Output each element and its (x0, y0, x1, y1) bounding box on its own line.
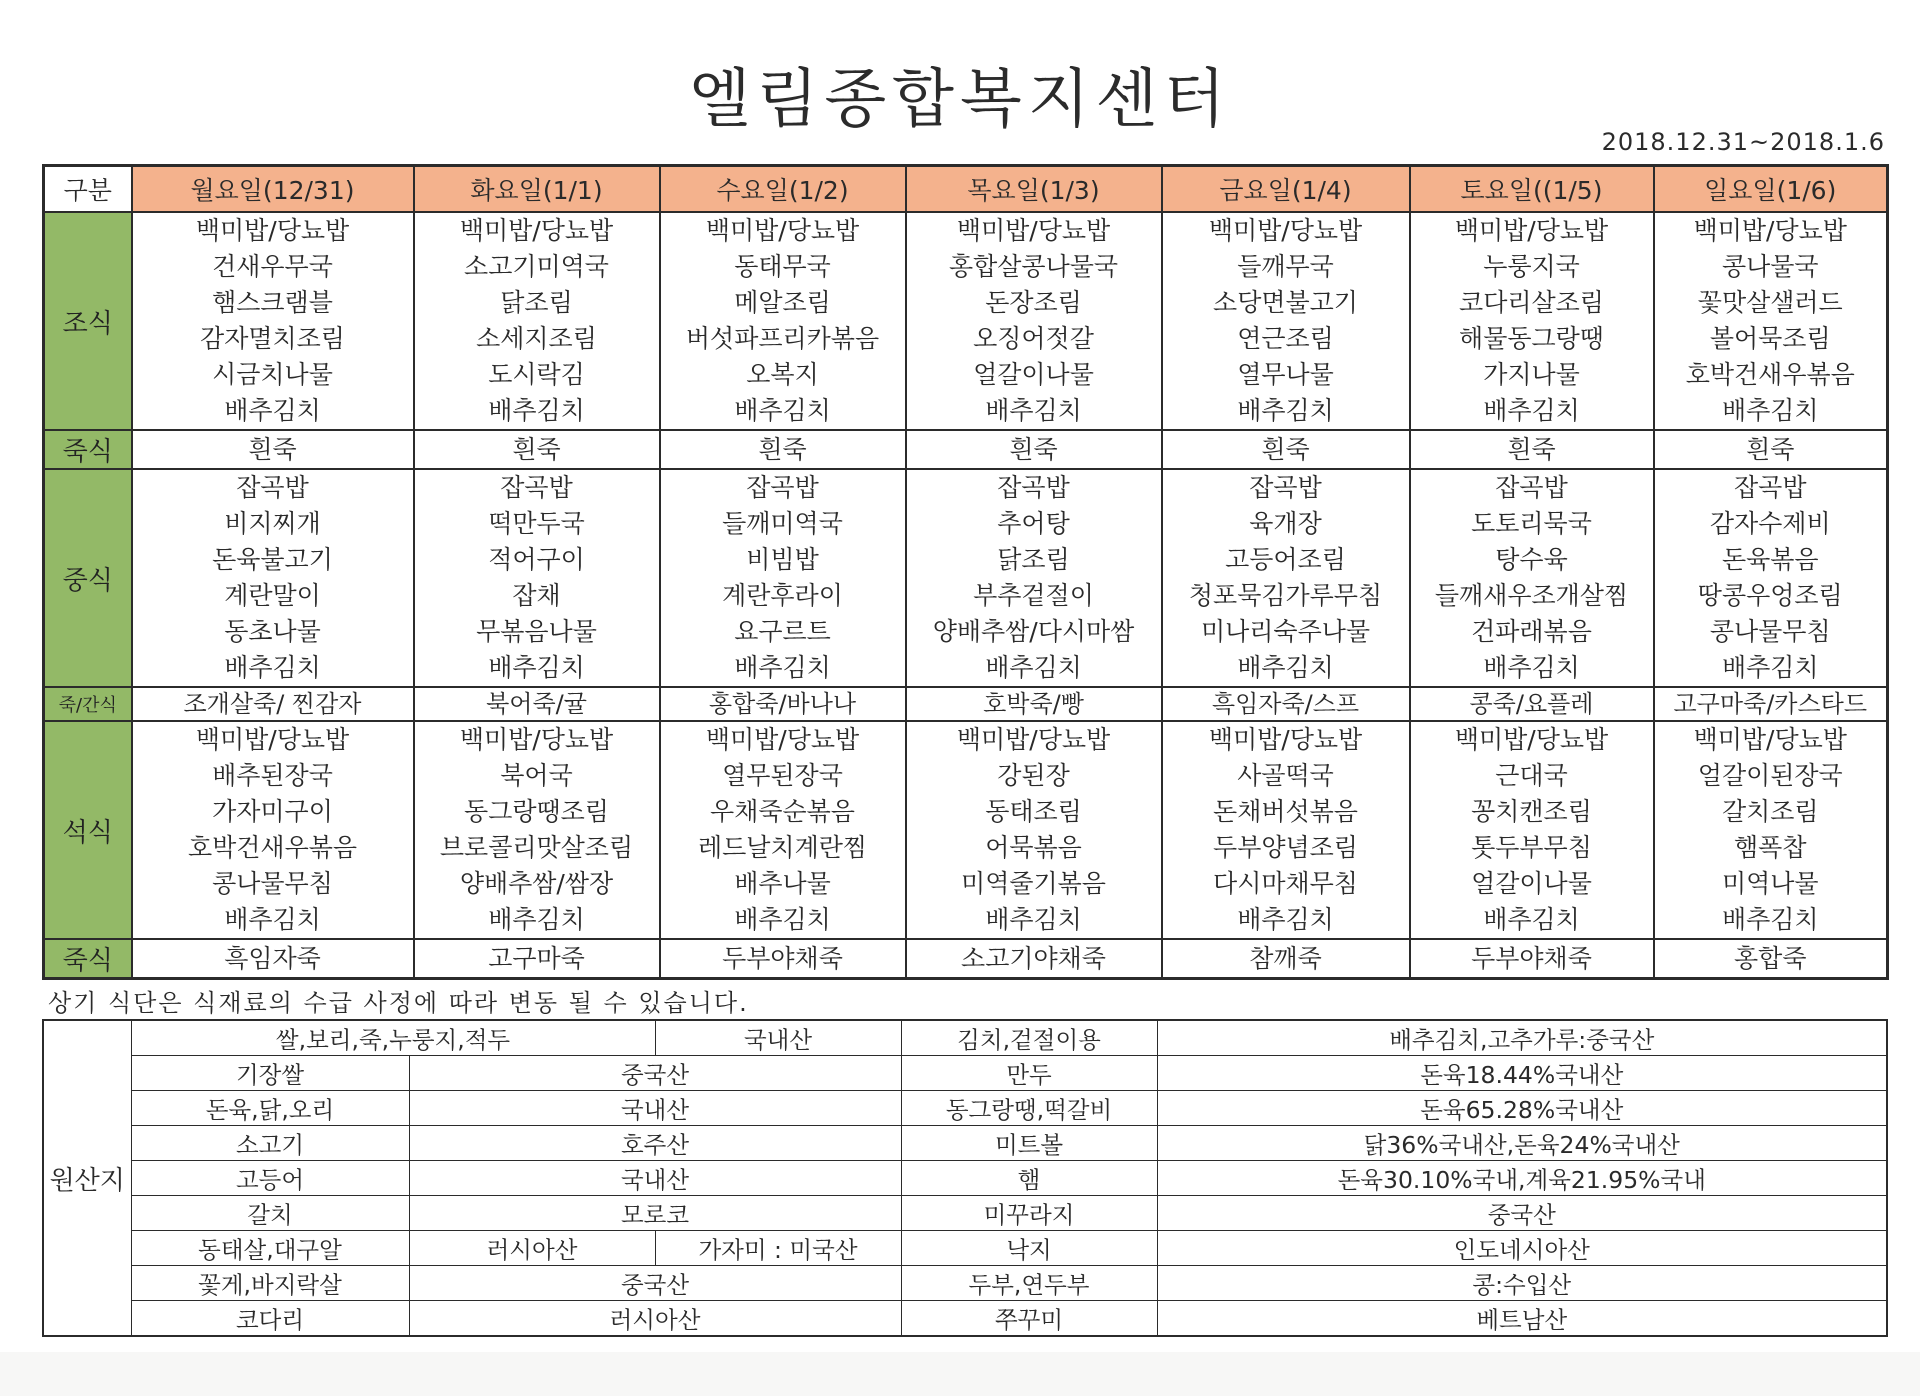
day-header: 일요일(1/6) (1654, 166, 1888, 213)
menu-item: 잡채 (512, 581, 561, 610)
origin-country: 배추김치,고추가루:중국산 (1157, 1020, 1887, 1056)
menu-cell (414, 212, 660, 430)
menu-cell (1162, 687, 1410, 721)
menu-cell (132, 430, 414, 469)
menu-item: 소세지조림 (476, 324, 597, 353)
menu-item: 돈장조림 (985, 288, 1082, 317)
menu-item: 홍합죽 (1734, 943, 1807, 973)
night-porridge-row (44, 939, 1888, 979)
menu-item: 두부양념조림 (1213, 833, 1358, 862)
menu-item: 돈육불고기 (212, 545, 333, 574)
menu-item: 백미밥/당뇨밥 (459, 216, 614, 245)
page-title: 엘림종합복지센터 (688, 63, 1232, 137)
menu-item: 배추김치 (1483, 653, 1580, 682)
menu-item: 흑임자죽/스프 (1211, 690, 1360, 718)
menu-cell (906, 469, 1162, 687)
menu-item: 두부야채죽 (1471, 943, 1592, 973)
origin-row (43, 1231, 1887, 1266)
origin-country: 중국산 (409, 1056, 901, 1091)
origin-country: 베트남산 (1157, 1301, 1887, 1337)
menu-item: 소고기야채죽 (961, 943, 1106, 973)
menu-item: 건새우무국 (212, 252, 333, 281)
menu-item: 콩나물무침 (1709, 617, 1831, 646)
menu-item: 오복지 (746, 360, 819, 389)
porridge-row (44, 430, 1888, 469)
menu-item: 청포묵김가루무침 (1188, 581, 1383, 610)
origin-country: 중국산 (409, 1266, 901, 1301)
origin-item: 코다리 (131, 1301, 409, 1337)
menu-item: 가자미구이 (212, 797, 333, 826)
menu-item: 꽃맛살샐러드 (1697, 288, 1843, 317)
menu-cell (906, 430, 1162, 469)
origin-item: 돈육,닭,오리 (131, 1091, 409, 1126)
origin-row (43, 1161, 1887, 1196)
menu-item: 고구마죽 (488, 943, 585, 973)
menu-item: 레드날치계란찜 (697, 833, 868, 862)
origin-row (43, 1196, 1887, 1231)
menu-item: 계란말이 (224, 581, 321, 610)
day-header: 월요일(12/31) (132, 166, 414, 213)
menu-item: 호박건새우볶음 (1685, 360, 1855, 389)
meal-label: 석식 (44, 721, 132, 939)
menu-item: 동태조림 (985, 797, 1082, 826)
menu-item: 오징어젓갈 (973, 324, 1094, 353)
menu-item: 건파래볶음 (1471, 617, 1592, 646)
origin-extra: 가자미 : 미국산 (655, 1231, 901, 1266)
menu-item: 배추김치 (224, 905, 321, 934)
meal-label: 죽식 (44, 939, 132, 979)
menu-item: 브로콜리맛살조림 (439, 833, 634, 862)
day-header: 금요일(1/4) (1162, 166, 1410, 213)
day-header: 수요일(1/2) (660, 166, 906, 213)
origin-item: 미꾸라지 (901, 1196, 1157, 1231)
menu-item: 톳두부무침 (1471, 833, 1592, 862)
menu-item: 소당면불고기 (1213, 288, 1358, 317)
menu-item: 갈치조림 (1721, 797, 1819, 826)
menu-item: 땅콩우엉조림 (1697, 581, 1843, 610)
menu-item: 배추김치 (1721, 905, 1819, 934)
menu-cell (1654, 939, 1888, 979)
menu-item: 배추김치 (488, 905, 585, 934)
menu-item: 돈육볶음 (1721, 545, 1819, 574)
corner-label: 구분 (44, 166, 132, 213)
origin-country: 국내산 (409, 1091, 901, 1126)
menu-cell (1162, 939, 1410, 979)
menu-item: 가지나물 (1483, 360, 1580, 389)
menu-cell (132, 469, 414, 687)
origin-item: 고등어 (131, 1161, 409, 1196)
menu-item: 도시락김 (488, 360, 585, 389)
menu-item: 누룽지국 (1483, 252, 1580, 281)
menu-item: 배추김치 (1721, 653, 1819, 682)
menu-item: 배추된장국 (212, 761, 333, 790)
origin-country: 호주산 (409, 1126, 901, 1161)
menu-item: 메알조림 (734, 288, 831, 317)
dinner-row (44, 721, 1888, 939)
menu-item: 소고기미역국 (464, 252, 609, 281)
menu-cell (660, 721, 906, 939)
menu-item: 배추김치 (1483, 905, 1580, 934)
origin-country: 돈육65.28%국내산 (1157, 1091, 1887, 1126)
day-header: 화요일(1/1) (414, 166, 660, 213)
menu-item: 탕수육 (1495, 545, 1568, 574)
menu-item: 백미밥/당뇨밥 (195, 216, 350, 245)
menu-cell (414, 469, 660, 687)
menu-item: 추어탕 (997, 509, 1070, 538)
menu-item: 콩나물무침 (212, 869, 333, 898)
menu-item: 백미밥/당뇨밥 (459, 725, 614, 754)
meal-label: 죽/간식 (44, 687, 132, 721)
menu-item: 잡곡밥 (236, 473, 309, 502)
menu-change-notice: 상기 식단은 식재료의 수급 사정에 따라 변동 될 수 있습니다. (48, 989, 749, 1017)
menu-item: 배추김치 (1721, 396, 1819, 425)
breakfast-row (44, 212, 1888, 430)
menu-item: 백미밥/당뇨밥 (956, 725, 1111, 754)
menu-item: 코다리살조림 (1459, 288, 1604, 317)
menu-cell (414, 721, 660, 939)
origin-row (43, 1020, 1887, 1056)
menu-item: 미역나물 (1721, 869, 1819, 898)
menu-item: 백미밥/당뇨밥 (1208, 725, 1363, 754)
menu-item: 동초나물 (224, 617, 321, 646)
menu-item: 참깨죽 (1249, 943, 1322, 973)
menu-cell (660, 939, 906, 979)
menu-item: 동태무국 (734, 252, 831, 281)
menu-item: 콩나물국 (1721, 252, 1819, 281)
menu-cell (1410, 687, 1654, 721)
snack-row (44, 687, 1888, 721)
menu-item: 들깨미역국 (722, 509, 843, 538)
menu-item: 잡곡밥 (746, 473, 819, 502)
menu-item: 백미밥/당뇨밥 (705, 216, 860, 245)
menu-body (44, 212, 1888, 979)
origin-row (43, 1266, 1887, 1301)
origin-item: 만두 (901, 1056, 1157, 1091)
origin-item: 햄 (901, 1161, 1157, 1196)
menu-item: 배추나물 (734, 869, 831, 898)
origin-row (43, 1126, 1887, 1161)
origin-item: 기장쌀 (131, 1056, 409, 1091)
menu-item: 도토리묵국 (1471, 509, 1592, 538)
origin-country: 돈육18.44%국내산 (1157, 1056, 1887, 1091)
menu-item: 조개살죽/ 찐감자 (183, 690, 362, 718)
menu-item: 부추겉절이 (973, 581, 1094, 610)
menu-item: 배추김치 (1237, 905, 1334, 934)
menu-item: 육개장 (1249, 509, 1322, 538)
origin-item: 동태살,대구알 (131, 1231, 409, 1266)
meal-label: 중식 (44, 469, 132, 687)
origin-row (43, 1056, 1887, 1091)
menu-item: 흰죽 (248, 434, 297, 464)
menu-cell (1654, 469, 1888, 687)
menu-item: 해물동그랑땡 (1459, 324, 1604, 353)
menu-item: 잡곡밥 (500, 473, 573, 502)
menu-cell (1654, 430, 1888, 469)
menu-item: 흰죽 (1009, 434, 1058, 464)
menu-cell (906, 721, 1162, 939)
menu-item: 배추김치 (734, 653, 831, 682)
menu-item: 고등어조림 (1225, 545, 1346, 574)
menu-cell (1410, 721, 1654, 939)
origin-country: 러시아산 (409, 1231, 655, 1266)
menu-item: 강된장 (997, 761, 1070, 790)
menu-item: 비지찌개 (224, 509, 321, 538)
menu-item: 열무된장국 (722, 761, 843, 790)
menu-item: 백미밥/당뇨밥 (1454, 216, 1609, 245)
menu-item: 떡만두국 (488, 509, 585, 538)
menu-item: 백미밥/당뇨밥 (1693, 216, 1847, 245)
menu-item: 근대국 (1495, 761, 1568, 790)
menu-item: 흰죽 (512, 434, 561, 464)
menu-item: 흰죽 (758, 434, 807, 464)
menu-item: 배추김치 (488, 653, 585, 682)
menu-cell (1410, 469, 1654, 687)
menu-cell (1410, 212, 1654, 430)
menu-item: 호박건새우볶음 (187, 833, 358, 862)
menu-cell (1162, 212, 1410, 430)
origin-row (43, 1301, 1887, 1337)
menu-item: 우채죽순볶음 (710, 797, 855, 826)
origin-label: 원산지 (43, 1020, 131, 1336)
menu-item: 미역줄기볶음 (961, 869, 1106, 898)
menu-item: 배추김치 (734, 905, 831, 934)
menu-item: 버섯파프리카볶음 (685, 324, 880, 353)
menu-item: 무볶음나물 (476, 617, 597, 646)
menu-item: 연근조림 (1237, 324, 1334, 353)
day-header: 목요일(1/3) (906, 166, 1162, 213)
menu-cell (1654, 212, 1888, 430)
menu-item: 배추김치 (985, 396, 1082, 425)
menu-cell (1410, 939, 1654, 979)
menu-item: 적어구이 (488, 545, 585, 574)
menu-item: 백미밥/당뇨밥 (195, 725, 350, 754)
origin-country: 인도네시아산 (1157, 1231, 1887, 1266)
menu-item: 고구마죽/카스타드 (1673, 690, 1868, 718)
menu-item: 백미밥/당뇨밥 (1454, 725, 1609, 754)
menu-item: 흑임자죽 (224, 943, 321, 973)
menu-item: 비빔밥 (746, 545, 819, 574)
menu-item: 두부야채죽 (722, 943, 843, 973)
menu-item: 잡곡밥 (997, 473, 1070, 502)
menu-item: 북어국 (500, 761, 573, 790)
menu-item: 양배추쌈/다시마쌈 (932, 617, 1135, 646)
menu-cell (660, 212, 906, 430)
menu-item: 백미밥/당뇨밥 (956, 216, 1111, 245)
menu-item: 배추김치 (985, 905, 1082, 934)
menu-item: 들깨새우조개살찜 (1434, 581, 1629, 610)
menu-item: 홍합죽/바나나 (708, 690, 857, 718)
menu-cell (1410, 430, 1654, 469)
menu-item: 닭조림 (997, 545, 1070, 574)
menu-item: 감자수제비 (1709, 509, 1831, 538)
menu-item: 요구르트 (734, 617, 831, 646)
menu-item: 흰죽 (1746, 434, 1795, 464)
origin-item: 낙지 (901, 1231, 1157, 1266)
menu-item: 북어죽/귤 (486, 690, 587, 718)
menu-cell (660, 430, 906, 469)
menu-cell (906, 687, 1162, 721)
menu-item: 양배추쌈/쌈장 (459, 869, 614, 898)
origin-item: 김치,겉절이용 (901, 1020, 1157, 1056)
menu-item: 어묵볶음 (985, 833, 1082, 862)
meal-label: 조식 (44, 212, 132, 430)
menu-cell (906, 212, 1162, 430)
menu-cell (660, 469, 906, 687)
origin-item: 두부,연두부 (901, 1266, 1157, 1301)
origin-country: 중국산 (1157, 1196, 1887, 1231)
menu-cell (414, 430, 660, 469)
menu-cell (132, 721, 414, 939)
menu-item: 잡곡밥 (1734, 473, 1807, 502)
menu-item: 닭조림 (500, 288, 573, 317)
menu-cell (1162, 469, 1410, 687)
weekly-menu-table (42, 164, 1889, 980)
origin-item: 갈치 (131, 1196, 409, 1231)
menu-item: 배추김치 (1237, 653, 1334, 682)
menu-item: 백미밥/당뇨밥 (705, 725, 860, 754)
menu-item: 호박죽/빵 (983, 690, 1084, 718)
origin-country: 러시아산 (409, 1301, 901, 1337)
origin-country: 모로코 (409, 1196, 901, 1231)
menu-cell (414, 939, 660, 979)
menu-item: 얼갈이나물 (973, 360, 1094, 389)
menu-cell (1162, 721, 1410, 939)
menu-item: 얼갈이된장국 (1697, 761, 1843, 790)
menu-cell (132, 212, 414, 430)
menu-item: 배추김치 (1237, 396, 1334, 425)
menu-item: 햄폭찹 (1734, 833, 1807, 862)
menu-item: 볼어묵조림 (1709, 324, 1831, 353)
menu-item: 다시마채무침 (1213, 869, 1358, 898)
menu-cell (414, 687, 660, 721)
meal-label: 죽식 (44, 430, 132, 469)
menu-cell (132, 939, 414, 979)
menu-header-row (44, 166, 1888, 213)
menu-item: 사골떡국 (1237, 761, 1334, 790)
menu-item: 백미밥/당뇨밥 (1208, 216, 1363, 245)
menu-item: 배추김치 (734, 396, 831, 425)
menu-item: 흰죽 (1507, 434, 1556, 464)
menu-cell (1654, 721, 1888, 939)
menu-item: 콩죽/요플레 (1469, 690, 1594, 718)
origin-item: 동그랑땡,떡갈비 (901, 1091, 1157, 1126)
day-header: 토요일((1/5) (1410, 166, 1654, 213)
origin-item: 미트볼 (901, 1126, 1157, 1161)
menu-cell (660, 687, 906, 721)
menu-item: 얼갈이나물 (1471, 869, 1592, 898)
menu-item: 잡곡밥 (1495, 473, 1568, 502)
origin-country: 콩:수입산 (1157, 1266, 1887, 1301)
date-range: 2018.12.31~2018.1.6 (1601, 128, 1885, 156)
origin-table (42, 1019, 1888, 1337)
menu-item: 배추김치 (985, 653, 1082, 682)
lunch-row (44, 469, 1888, 687)
origin-country: 닭36%국내산,돈육24%국내산 (1157, 1126, 1887, 1161)
origin-item: 쌀,보리,죽,누룽지,적두 (131, 1020, 655, 1056)
origin-country: 돈육30.10%국내,계육21.95%국내 (1157, 1161, 1887, 1196)
menu-cell (132, 687, 414, 721)
menu-cell (1654, 687, 1888, 721)
menu-cell (1162, 430, 1410, 469)
menu-item: 감자멸치조림 (200, 324, 345, 353)
menu-cell (906, 939, 1162, 979)
origin-item: 소고기 (131, 1126, 409, 1161)
menu-item: 열무나물 (1237, 360, 1334, 389)
menu-item: 시금치나물 (212, 360, 333, 389)
menu-item: 백미밥/당뇨밥 (1693, 725, 1847, 754)
menu-item: 미나리숙주나물 (1200, 617, 1371, 646)
menu-item: 배추김치 (488, 396, 585, 425)
origin-country: 국내산 (409, 1161, 901, 1196)
origin-item: 쭈꾸미 (901, 1301, 1157, 1337)
menu-item: 동그랑땡조림 (464, 797, 609, 826)
menu-item: 배추김치 (1483, 396, 1580, 425)
menu-item: 배추김치 (224, 396, 321, 425)
origin-item: 꽃게,바지락살 (131, 1266, 409, 1301)
menu-item: 잡곡밥 (1249, 473, 1322, 502)
origin-row (43, 1091, 1887, 1126)
menu-item: 흰죽 (1261, 434, 1310, 464)
menu-item: 계란후라이 (722, 581, 843, 610)
menu-item: 홍합살콩나물국 (948, 252, 1119, 281)
menu-item: 꽁치캔조림 (1471, 797, 1592, 826)
origin-country: 국내산 (655, 1020, 901, 1056)
menu-item: 배추김치 (224, 653, 321, 682)
menu-item: 돈채버섯볶음 (1213, 797, 1358, 826)
menu-item: 햄스크램블 (212, 288, 333, 317)
menu-item: 들깨무국 (1237, 252, 1334, 281)
